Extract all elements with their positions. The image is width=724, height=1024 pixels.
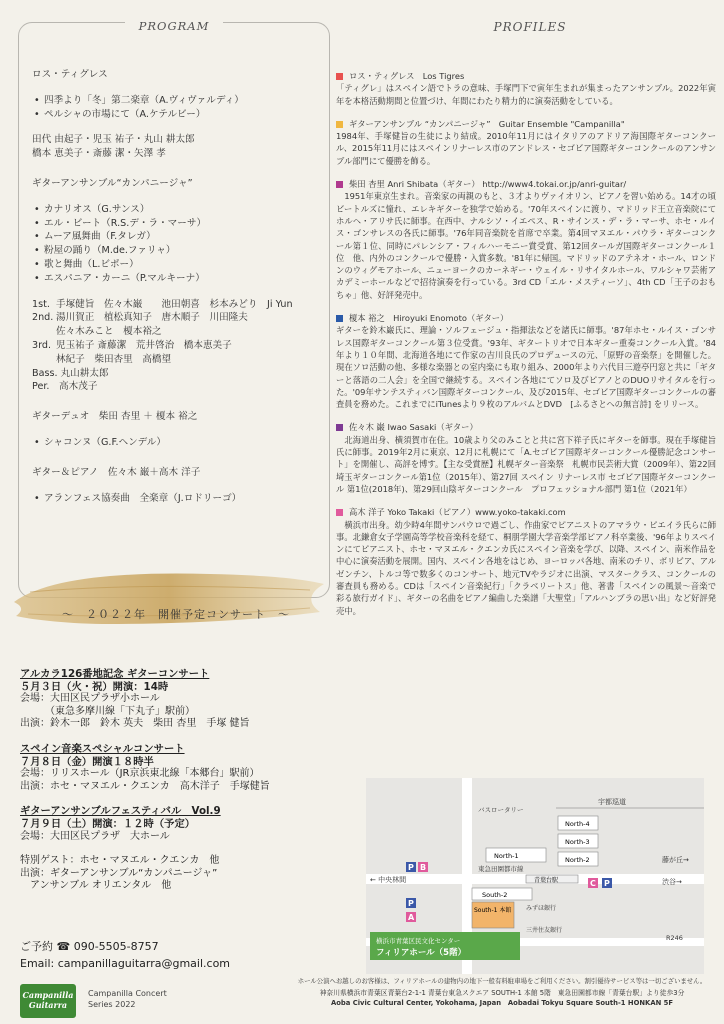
group-title-guitar-piano: ギター＆ピアノ 佐々木 巌＋高木 洋子	[32, 466, 201, 478]
piece-item: • 粉屋の踊り（M.de.ファリャ）	[32, 244, 324, 258]
concert-line: 出演：鈴木一郎 鈴木 英夫 柴田 杏里 手塚 健旨	[20, 718, 250, 730]
piece-item: • シャコンヌ（G.F.ヘンデル）	[32, 436, 324, 450]
profile-body: 北海道出身、横須賀市在住。10歳より父のみことと共に宮下祥子氏にギターを師事。現在手塚健旨氏に師事。2019年2月に東京、12月に札幌にて「A.セゴビア国際ギターコンクール優勝記念コンサート」を開催し、高評を博す。【主な受賞歴】札幌ギター音楽祭 札幌市民芸術大賞（2009年）、第22回 埼玉ギターコンクール第1位（2015年）、第27回 スペイン リナーレス市 セゴビア国際ギターコンクール 第1位(2018年)、第29回山陰ギターコンクール プロフェッショナル部門 第1位（2021年）	[336, 434, 716, 494]
profile-body: 1984年、手塚健旨の生徒により結成。2010年11月にはイタリアのアドリア海国際ギターコンクール、2015年11月にはスペインリナーレス市のアンドレス・セゴビア国際ギターコンクールのアンサンブル部門にて優勝を飾る。	[336, 131, 716, 166]
map-label-route: R246	[666, 934, 683, 942]
concert-line: 特別ゲスト：ホセ・マヌエル・クエンカ 他	[20, 855, 220, 867]
piece-item: • ムーア風舞曲（F.タレガ）	[32, 230, 324, 244]
concert-list	[20, 668, 330, 893]
piece-item: • エル・ビート（R.S.デ・ラ・マーサ）	[32, 217, 324, 231]
g1-list	[32, 94, 324, 122]
concert-date: ５月３日（火・祝）開演：14時	[20, 680, 169, 693]
profile-heading[interactable]: 柴田 杏里 Anri Shibata（ギター） http://www4.tokai.or.jp/anri-guitar/	[349, 179, 627, 190]
map-label-chuo: ← 中央林間	[370, 876, 407, 884]
concert-line: アンサンブル オリエンタル 他	[20, 880, 172, 892]
venue-building	[472, 902, 514, 928]
piece-item: • 四季より「冬」第二楽章（A.ヴィヴァルディ）	[32, 94, 324, 108]
map-label-bus: バスロータリー	[478, 806, 524, 814]
part-row	[32, 298, 324, 312]
series-caption-line2: Series 2022	[88, 1000, 136, 1009]
players-line: 橋本 恵美子・斎藤 潔・矢澤 孝	[32, 148, 166, 160]
g2-list	[32, 203, 324, 286]
map-label-mitsui: 三井住友銀行	[526, 927, 563, 934]
part-label: 3rd.	[32, 339, 52, 351]
profile-enomoto	[336, 312, 716, 410]
program-title: PROGRAM	[125, 19, 224, 33]
part-row	[32, 325, 324, 339]
building-label: South-2	[482, 891, 508, 899]
concert-line: 会場：リリスホール（JR京浜東北線「本郷台」駅前）	[20, 768, 260, 780]
piece-item: • カナリオス（G.サンス）	[32, 203, 324, 217]
profile-heading[interactable]: 高木 洋子 Yoko Takaki（ピアノ）www.yoko-takaki.com	[349, 507, 566, 518]
profile-los-tigres	[336, 70, 716, 107]
map-label-station-line: 東急田園都市線	[478, 865, 524, 873]
players-line: 田代 由起子・児玉 祐子・丸山 耕太郎	[32, 134, 195, 146]
part-row	[32, 353, 324, 367]
part-label	[32, 353, 56, 367]
bass-line: Bass. 丸山耕太郎	[32, 367, 109, 379]
profile-marker-icon	[336, 121, 343, 128]
profile-marker-icon	[336, 73, 343, 80]
profiles-list	[336, 70, 716, 628]
part-label: 2nd.	[32, 312, 54, 324]
profile-campanilla	[336, 118, 716, 167]
profiles-title: PROFILES	[493, 20, 567, 34]
concert-line: 会場：大田区民プラザ 大ホール	[20, 830, 170, 842]
svg-text:P: P	[408, 899, 414, 908]
svg-text:P: P	[604, 879, 610, 888]
part-members: 林紀子 柴田杏里 高橋望	[56, 353, 172, 365]
concert-title: アルカラ126番地記念 ギターコンサート	[20, 668, 210, 680]
piece-item: • アランフェス協奏曲 全楽章（J.ロドリーゴ）	[32, 492, 324, 506]
concert-line: 出演：ホセ・マヌエル・クエンカ 高木洋子 手塚健旨	[20, 780, 270, 792]
concerts-title: ～ ２０２２年 開催予定コンサート ～	[62, 608, 290, 621]
venue-callout-line2: フィリアホール（5階）	[376, 948, 467, 958]
group-title-los-tigres: ロス・ティグレス	[32, 69, 108, 80]
email-link[interactable]: Email: campanillaguitarra@gmail.com	[20, 957, 231, 970]
concert-title: ギターアンサンブルフェスティバル Vol.9	[20, 805, 221, 818]
svg-text:P: P	[408, 863, 414, 872]
map-label-aobadai: 青葉台駅	[534, 877, 559, 884]
profile-takaki	[336, 506, 716, 617]
g3-list	[32, 436, 324, 450]
profile-marker-icon	[336, 181, 343, 188]
building-label: South-1 本館	[474, 907, 512, 914]
concert-title: スペイン音楽スペシャルコンサート	[20, 742, 185, 755]
svg-text:C: C	[590, 879, 596, 888]
contact-block	[20, 938, 230, 972]
piece-item: • 歌と舞曲（L.ビポー）	[32, 258, 324, 272]
profile-sasaki	[336, 421, 716, 495]
access-map	[366, 778, 704, 974]
address-jp: 神奈川県横浜市青葉区青葉台2-1-1 青葉台東急スクエア SOUTH-1 本館 5階 東急田園都市線「青葉台駅」より徒歩3分	[319, 989, 685, 997]
building-label: North-3	[565, 838, 590, 846]
profile-body: 「ティグレ」はスペイン語でトラの意味、手塚門下で寅年生まれが集まったアンサンブル。2022年寅年を本格活動期間と位置づけ、年間にわたり精力的に演奏活動をしている。	[336, 83, 716, 106]
parking-note: ホール公演へお越しのお客様は、フィリアホールの建物内の地下一般有料駐車場をご利用ください。割引優待サービス等は一切ございません。	[297, 977, 707, 985]
perc-line: Per. 高木茂子	[32, 381, 98, 393]
concert-line: （東急多摩川線「下丸子」駅前）	[20, 705, 195, 717]
group-title-duo: ギターデュオ 柴田 杏里 ＋ 榎本 裕之	[32, 411, 198, 423]
concert-line: 会場：大田区民プラザ小ホール	[20, 693, 160, 705]
building-label: North-1	[494, 852, 519, 860]
profile-heading: 榎本 裕之 Hiroyuki Enomoto（ギター）	[349, 313, 509, 324]
logo-line2: Guitarra	[28, 1000, 68, 1010]
concert-item	[20, 668, 330, 731]
footer-address	[288, 976, 716, 1008]
campanilla-logo	[20, 984, 76, 1018]
svg-text:A: A	[408, 913, 415, 922]
profile-heading: ギターアンサンブル “カンパニージャ” Guitar Ensemble "Campanilla"	[349, 118, 625, 129]
part-label: 1st.	[32, 298, 50, 310]
map-label-mizuho: みずほ銀行	[526, 905, 557, 912]
concert-date: ７月８日（金）開演１８時半	[20, 755, 154, 768]
piece-item: • ペルシャの市場にて（A.ケテルビー）	[32, 108, 324, 122]
building-label: North-2	[565, 856, 590, 864]
concert-date: ７月９日（土）開演：１２時（予定）	[20, 817, 196, 830]
concert-item	[20, 743, 330, 793]
profile-marker-icon	[336, 509, 343, 516]
series-caption	[88, 988, 167, 1010]
address-en: Aoba Civic Cultural Center, Yokohama, Japan Aobadai Tokyu Square South-1 HONKAN 5F	[330, 999, 674, 1007]
concert-item	[20, 805, 330, 893]
map-label-fujigaoka: 藤が丘→	[662, 856, 689, 864]
program-body	[32, 68, 324, 505]
part-row	[32, 311, 324, 325]
profile-body: 横浜市出身。幼少時4年間サンパウロで過ごし、作曲家でピアニストのアマラウ・ピエイラ氏らに師事。北鎌倉女子学園高等学校音楽科を経て、桐朋学園大学音楽学部ピアノ科卒業後、'96年よりスペインにてピアニスト、ホセ・マヌエル・クエンカ氏にスペイン音楽を学び、以降、スペイン、南米作品を中心に演奏活動を展開。国内、スペイン各地をはじめ、ヨーロッパ各地、南米のチリ、ボリビア、アルゼンチン、トルコ等で数多くのコンサート、地元TVやラジオに出演、マスタークラス、コンクールの審査員も務める。CDは「スペイン音楽紀行」「クラベリートス」他、著書「スペインの風景～音楽で彩る旅行ガイド」、ギターの名曲をピアノ編曲した楽譜「大聖堂」「アルハンブラの思い出」など好評発売中。	[336, 519, 716, 616]
piece-item: • エスパニア・カーニ（P.マルキーナ）	[32, 272, 324, 286]
part-members: 佐々木みこと 榎本裕之	[56, 326, 162, 338]
profile-heading: 佐々木 巌 Iwao Sasaki（ギター）	[349, 422, 478, 433]
concert-line: 出演：ギターアンサンブル“カンパニージャ”	[20, 867, 218, 879]
svg-text:B: B	[420, 863, 427, 872]
map-label-shibuya: 渋谷→	[662, 878, 682, 886]
profile-marker-icon	[336, 424, 343, 431]
profile-body: ギターを鈴木巌氏に、理論・ソルフェージュ・指揮法などを諸氏に師事。'87年ホセ・ルイス・ゴンサレス国際ギターコンクール第３位受賞。'93年、ギタートリオで日本ギター重奏コンクール入賞。'84年より１０年間、北海道各地にて作家の吉川良氏のプロデュースの元、「原野の音楽祭」を開催した。現在ソロ活動の他、多様な楽器との室内楽にも取り組み、2000年より六代目三遊亭円窓と共に「ギターと落語の二人会」を全国で継続する。スペイン各地にてソロ及びピアノとのDUOリサイタルを行った。'09年サンテスティバン国際ギターコンクール、及び2015年、セゴビア国際ギターコンクールの審査員を務めた。これまでにiTunesより９枚のアルバムとDVD [ふるさとへの無言詩] をリリース。	[336, 325, 716, 410]
part-row	[32, 339, 324, 353]
building-label: North-4	[565, 820, 590, 828]
part-label	[32, 325, 56, 339]
profile-heading: ロス・ティグレス Los Tigres	[349, 71, 465, 81]
part-members: 手塚健旨 佐々木巌 池田朝喜 杉本みどり Ji Yun	[56, 298, 293, 310]
logo-line1: Campanilla	[22, 990, 74, 1000]
map-label-road-north: 宇都巡道	[598, 798, 626, 806]
g4-list	[32, 492, 324, 506]
profile-marker-icon	[336, 315, 343, 322]
series-caption-line1: Campanilla Concert	[88, 989, 167, 998]
concert-spacer	[20, 843, 330, 855]
part-members: 湯川賀正 植松真知子 唐木順子 川田隆夫	[56, 312, 248, 324]
profile-shibata	[336, 178, 716, 301]
group-title-campanilla: ギターアンサンブル“カンパニージャ”	[32, 177, 193, 189]
part-members: 児玉祐子 斎藤潔 荒井啓治 橋本恵美子	[56, 339, 232, 351]
venue-callout-line1: 横浜市青葉区民文化センター	[376, 937, 461, 945]
profile-body: 1951年東京生まれ。音楽家の両親のもと、３才よりヴァイオリン、ピアノを習い始める。14才の頃ビートルズに憧れ、エレキギターを独学で始める。'70年スペインに渡り、マドリッド王立音楽院にてホルヘ・アリサ氏に師事。在西中、ナルシソ・イエペス、R・サインス・デ・ラ・マーサ、ホセ・ルイス・ゴンサレスの各氏に師事。'76年同音楽院を首席で卒業。第4回マヌエル・パウラ・ギターコンクール第１位、同時にパレンシア・フィルハーモニー賞受賞、第12回タールガ国際ギターコンクール１位 他、内外のコンクールで優勝・入賞多数。'81年に帰国。マドリッドのアテネオ・ホール、ロンドンのウィグモアホール、ニューヨークのカーネギー・ウェイル・リサイタルホール、ワルシャワ芸術アカデミーホールなどで招待演奏を行っている。3rd CD「エル・メスティーソ」、4th CD「王子のおもちゃ」他、好評発売中。	[336, 191, 716, 300]
phone-reservation[interactable]: ご予約 ☎ 090-5505-8757	[20, 940, 159, 953]
